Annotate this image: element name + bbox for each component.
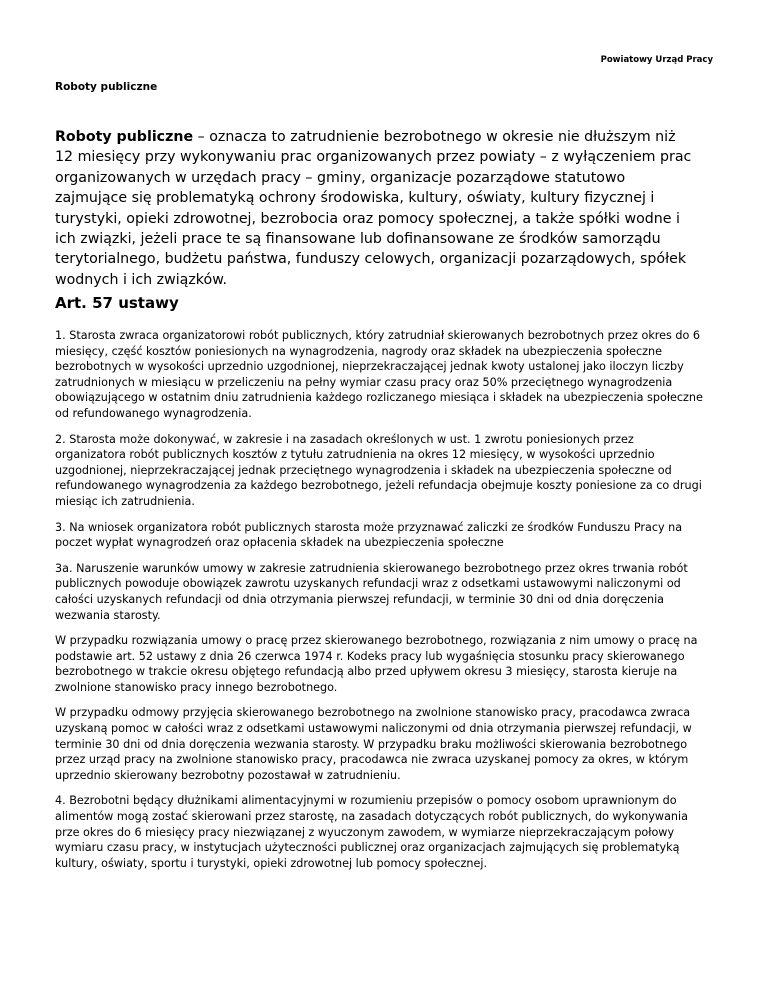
paragraph-2: 2. Starosta może dokonywać, w zakresie i na zasadach określonych w ust. 1 zwrotu poniesionych przez organizatora robót publicznych kosztów z tytułu zatrudnienia na okres 12 miesięcy, w wysokości uprzednio uzgodnionej, nieprzekraczającej jednak przeciętnego wynagrodzenia i składek na ubezpieczenia społeczne od refundowanego wynagrodzenia za każdego bezrobotnego, jeżeli refundacja obejmuje koszty poniesione za co drugi miesiąc ich zatrudnienia. bbox=[55, 432, 702, 508]
intro-definition-text: – oznacza to zatrudnienie bezrobotnego w okresie nie dłuższym niż 12 miesięcy przy wykonywaniu prac organizowanych przez powiaty – z wyłączeniem prac organizowanych w urzędach pracy – gminy, organizacje pozarządowe statutowo zajmujące się problematyką ochrony środowiska, kultury, oświaty, kultury fizycznej i turystyki, opieki zdrowotnej, bezrobocia oraz pomocy społecznej, a także spółki wodne i ich związki, jeżeli prace te są finansowane lub dofinansowane ze środków samorządu terytorialnego, budżetu państwa, funduszy celowych, organizacji pozarządowych, spółek wodnych i ich związków. bbox=[55, 129, 692, 288]
paragraph-3a-continued-2: W przypadku odmowy przyjęcia skierowanego bezrobotnego na zwolnione stanowisko pracy, pracodawca zwraca uzyskaną pomoc w całości wraz z odsetkami ustawowymi naliczonymi od dnia otrzymania pierwszej refundacji, w terminie 30 dni od dnia doręczenia wezwania starosty. W przypadku braku możliwości skierowania bezrobotnego przez urząd pracy na zwolnione stanowisko pracy, pracodawca nie zwraca uzyskanej pomocy za okres, w którym uprzednio skierowany bezrobotny pozostawał w zatrudnieniu. bbox=[55, 706, 692, 782]
paragraph-4: 4. Bezrobotni będący dłużnikami alimentacyjnymi w rozumieniu przepisów o pomocy osobom uprawnionym do alimentów mogą zostać skierowani przez starostę, na zasadach dotyczących robót publicznych, do wykonywania prze okres do 6 miesięcy pracy niezwiązanej z wyuczonym zawodem, w wymiarze nieprzekraczającym połowy wymiaru czasu pracy, w instytucjach użyteczności publicznej oraz organizacjach zajmujących się problematyką kultury, oświaty, sportu i turystyki, opieki zdrowotnej lub pomocy społecznej. bbox=[55, 794, 688, 870]
intro-definition bbox=[55, 127, 695, 290]
office-name-header: Powiatowy Urząd Pracy bbox=[600, 55, 713, 65]
intro-term: Roboty publiczne bbox=[55, 129, 194, 145]
document-label: Roboty publiczne bbox=[55, 81, 158, 93]
article-paragraphs bbox=[55, 328, 705, 881]
paragraph-3a: 3a. Naruszenie warunków umowy w zakresie zatrudnienia skierowanego bezrobotnego przez okres trwania robót publicznych powoduje obowiązek zawrotu uzyskanych refundacji wraz z odsetkami ustawowymi naliczonymi od całości uzyskanych refundacji od dnia otrzymania pierwszej refundacji, w terminie 30 dni od dnia doręczenia wezwania starosty. bbox=[55, 561, 688, 622]
paragraph-1: 1. Starosta zwraca organizatorowi robót publicznych, który zatrudniał skierowanych bezrobotnych przez okres do 6 miesięcy, część kosztów poniesionych na wynagrodzenia, nagrody oraz składek na ubezpieczenia społeczne bezrobotnych w wysokości uprzednio uzgodnionej, nieprzekraczającej jednak kwoty ustalonej jako iloczyn liczby zatrudnionych w miesiącu w przeliczeniu na pełny wymiar czasu pracy oraz 50% przeciętnego wynagrodzenia obowiązującego w ostatnim dniu zatrudnienia każdego rozliczanego miesiąca i składek na ubezpieczenia społeczne od refundowanego wynagrodzenia. bbox=[55, 329, 703, 420]
paragraph-3: 3. Na wniosek organizatora robót publicznych starosta może przyznawać zaliczki ze środków Funduszu Pracy na poczet wypłat wynagrodzeń oraz opłacenia składek na ubezpieczenia społeczne bbox=[55, 520, 683, 550]
article-heading: Art. 57 ustawy bbox=[55, 294, 179, 312]
paragraph-3a-continued-1: W przypadku rozwiązania umowy o pracę przez skierowanego bezrobotnego, rozwiązania z nim umowy o pracę na podstawie art. 52 ustawy z dnia 26 czerwca 1974 r. Kodeks pracy lub wygaśnięcia stosunku pracy skierowanego bezrobotnego w trakcie okresu objętego refundacją albo przed upływem okresu 3 miesięcy, starosta kieruje na zwolnione stanowisko pracy innego bezrobotnego. bbox=[55, 634, 698, 694]
